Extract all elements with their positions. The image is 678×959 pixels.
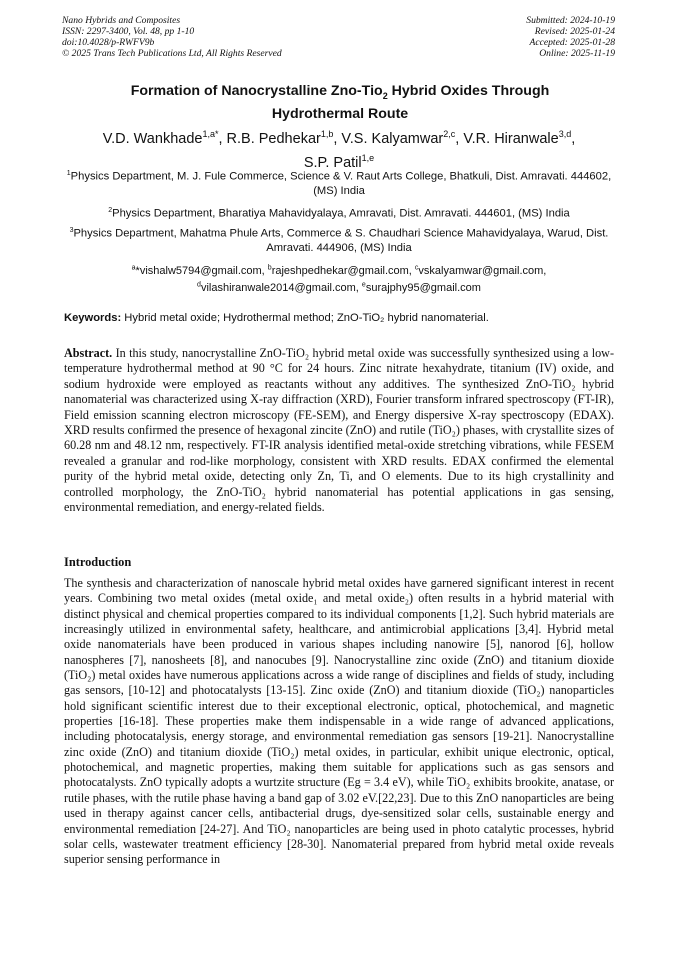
author: V.R. Hiranwale$^{3,d}$, (463, 129, 576, 147)
section-title-introduction: Introduction (64, 555, 132, 569)
title-subscript: 2 (382, 90, 388, 101)
introduction-body: The synthesis and characterization of nanoscale hybrid metal oxides have garnered significant interest in recent years. Combining two metal oxides (metal oxide₁ and metal oxide₂) often results in a hybrid material with distinct physical and chemical properties compared to its individual components [1,2]. Such hybrid materials are increasingly utilized in environmental safety, healthcare, and antimicrobial applications [3,4]. Hybrid metal oxide nanomaterials have been produced in various shapes including nanowire [5], nanorod [6], hollow nanospheres [7], nanosheets [8], and nanocubes [9]. Nanocrystalline zinc oxide (ZnO) and titanium dioxide (TiO₂) metal oxides have numerous applications across a wide range of disciplines and fields of study, including gas sensors, [10-12] and photocatalysts [13-15]. Zinc oxide (ZnO) and titanium dioxide (TiO₂) nanoparticles hold significant scientific interest due to their exceptional electronic, optical, photochemical, and magnetic properties [16-18]. These properties make them indispensable in a wide range of advanced applications, including photocatalysis, energy storage, and environmental remediation gas sensors [19-21]. Nanocrystalline zinc oxide (ZnO) and titanium dioxide (TiO₂) metal oxides, in particular, exhibit unique electronic, optical, photochemical, and magnetic properties, making them suitable for applications such as gas sensors and photocatalysts. ZnO typically adopts a wurtzite structure (Eg = 3.4 eV), while TiO₂ exhibits brookite, anatase, or rutile phases, with the rutile phase having a band gap of 3.02 eV.[22,23]. Due to this ZnO nanoparticles are being used in therapy against cancer cells, antibacterial drugs, dye-sensitized solar cells, sustainable energy and environmental remediation [24-27]. And TiO₂ nanoparticles are being used in photo catalytic processes, hybrid solar cells, wastewater treatment efficiency [28-30]. Nanomaterial prepared from hybrid metal oxide reveals superior sensing performance in (64, 576, 614, 867)
email[interactable]: $^b$rajeshpedhekar@gmail.com, (267, 264, 415, 277)
journal-name: Nano Hybrids and Composites (62, 15, 181, 26)
author: S.P. Patil$^{1,e}$ (303, 152, 375, 171)
email[interactable]: $^c$vskalyamwar@gmail.com, (414, 264, 547, 277)
journal-copyright: © 2025 Trans Tech Publications Ltd, All Rights Reserved (62, 48, 282, 59)
author: V.S. Kalyamwar$^{2,c}$, (341, 129, 464, 147)
keywords-text: Hybrid metal oxide; Hydrothermal method; ZnO-TiO₂ hybrid nanomaterial. (121, 312, 489, 324)
journal-info (62, 15, 282, 59)
author-emails (62, 261, 616, 295)
date-revised: Revised: 2025-01-24 (534, 26, 615, 37)
publication-dates (526, 15, 615, 59)
keywords-label: Keywords: (64, 312, 122, 324)
title-line-2: Hydrothermal Route (271, 105, 409, 122)
journal-doi[interactable]: doi:10.4028/p-RWFV9b (62, 37, 155, 48)
abstract (64, 346, 614, 515)
journal-issn: ISSN: 2297-3400, Vol. 48, pp 1-10 (62, 26, 195, 37)
author: R.B. Pedhekar$^{1,b}$, (226, 129, 342, 147)
email[interactable]: $^d$vilashiranwale2014@gmail.com, (197, 281, 362, 294)
date-accepted: Accepted: 2025-01-28 (529, 37, 615, 48)
email[interactable]: $^a$*vishalw5794@gmail.com, (131, 264, 268, 277)
title-line-1: Formation of Nanocrystalline Zno-Tio$_2$ Hybrid Oxides Through (130, 83, 550, 101)
abstract-label: Abstract. (64, 346, 113, 360)
date-submitted: Submitted: 2024-10-19 (526, 15, 615, 26)
keywords (64, 311, 614, 325)
email[interactable]: $^e$surajphy95@gmail.com (361, 281, 481, 294)
affiliation-3: $^3$Physics Department, Mahatma Phule Arts, Commerce & S. Chaudhari Science Mahavidyalaya, Warud, Dist. Amravati. 444906, (MS) India (69, 227, 609, 255)
affiliation-2: $^2$Physics Department, Bharatiya Mahavidyalaya, Amravati, Dist. Amravati. 444601, (MS) India (108, 207, 570, 220)
affiliation-1: $^1$Physics Department, M. J. Fule Commerce, Science & V. Raut Arts College, Bhatkuli, Dist. Amravati. 444602, (MS) India (66, 170, 612, 198)
author: V.D. Wankhade$^{1,a*}$, (102, 129, 227, 147)
author-list (50, 125, 628, 173)
paper-title (70, 82, 610, 123)
abstract-text: In this study, nanocrystalline ZnO-TiO₂ hybrid metal oxide was successfully synthesized using a low-temperature hydrothermal method at 90 °C for 24 hours. Zinc nitrate hexahydrate, titanium (IV) oxide, and sodium hydroxide were employed as reactants without any additives. The synthesized ZnO-TiO₂ hybrid nanomaterial was characterized using X-ray diffraction (XRD), Fourier transform infrared spectroscopy (FT-IR), Field emission scanning electron microscopy (FE-SEM), and Energy dispersive X-ray spectroscopy (EDAX). XRD results confirmed the presence of hexagonal zincite (ZnO) and rutile (TiO₂) phases, with crystallite sizes of 60.28 nm and 48.12 nm, respectively. FT-IR analysis identified metal-oxide stretching vibrations, while FESEM revealed a granular and rod-like morphology, consistent with XRD results. EDAX confirmed the elemental purity of the hybrid metal oxide, detecting only Zn, Ti, and O elements. Due to its high crystallinity and controlled morphology, the ZnO-TiO₂ hybrid nanomaterial has potential applications in gas sensing, environmental remediation, and energy-related fields. (64, 346, 614, 515)
date-online: Online: 2025-11-19 (539, 48, 615, 59)
